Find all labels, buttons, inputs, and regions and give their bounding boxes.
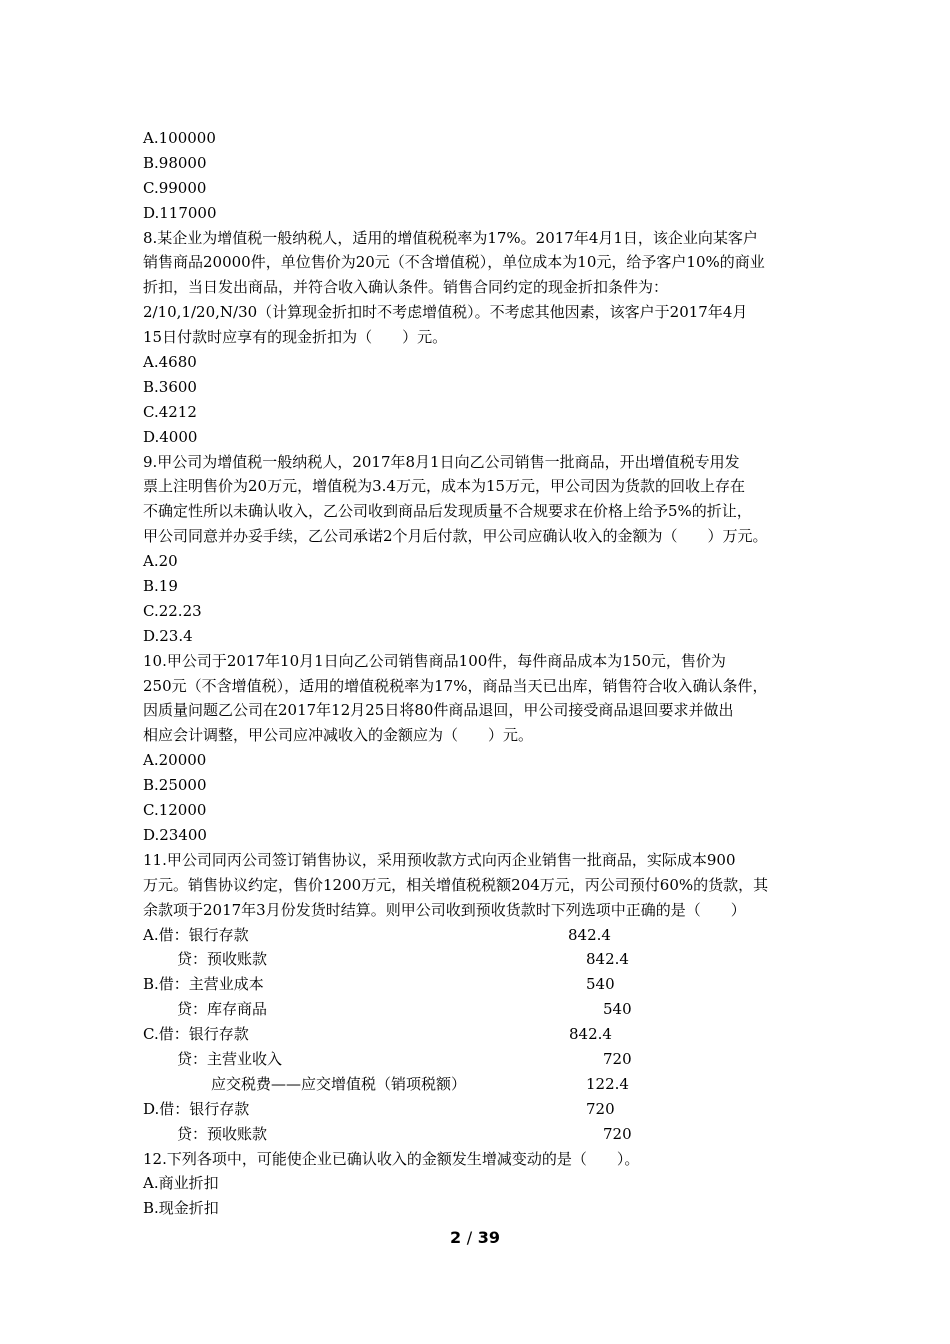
entry-amount: 842.4 xyxy=(586,950,629,969)
entry-account: 贷：库存商品 xyxy=(177,1000,268,1019)
q10-option-d: D.23400 xyxy=(143,825,207,844)
q9-text-line: 不确定性所以未确认收入，乙公司收到商品后发现质量不合规要求在价格上给予5%的折让， xyxy=(143,502,752,521)
page-separator: / xyxy=(466,1228,473,1247)
journal-entry-row xyxy=(143,1047,823,1072)
q9-option-b: B.19 xyxy=(143,577,178,596)
entry-amount: 720 xyxy=(586,1099,615,1118)
q9-text-line: 票上注明售价为20万元，增值税为3.4万元，成本为15万元，甲公司因为货款的回收上存在 xyxy=(143,477,746,496)
entry-account: 贷：主营业收入 xyxy=(177,1049,283,1068)
question-12 xyxy=(143,1147,823,1222)
q7-options xyxy=(143,126,823,226)
q10-option-a: A.20000 xyxy=(143,751,207,770)
q8-text-line: 折扣，当日发出商品，并符合收入确认条件。销售合同约定的现金折扣条件为： xyxy=(143,278,669,297)
total-pages: 39 xyxy=(477,1228,500,1247)
document-page xyxy=(143,126,823,1221)
question-10 xyxy=(143,649,823,848)
entry-account: A.借：银行存款 xyxy=(143,925,249,944)
entry-amount: 720 xyxy=(603,1049,632,1068)
entry-account: 贷：预收账款 xyxy=(177,950,268,969)
q8-text-line: 销售商品20000件，单位售价为20元（不含增值税），单位成本为10元，给予客户10%的商业 xyxy=(143,253,765,272)
journal-entry-row xyxy=(143,1072,823,1097)
entry-account: B.借：主营业成本 xyxy=(143,975,264,994)
q8-option-c: C.4212 xyxy=(143,402,197,421)
entry-account: 应交税费——应交增值税（销项税额） xyxy=(211,1074,467,1093)
page-number-footer xyxy=(0,1228,950,1247)
q7-option-b: B.98000 xyxy=(143,153,207,172)
entry-amount: 842.4 xyxy=(568,925,611,944)
journal-entry-row xyxy=(143,1022,823,1047)
entry-amount: 540 xyxy=(603,1000,632,1019)
q10-text-line: 250元（不含增值税），适用的增值税税率为17%，商品当天已出库，销售符合收入确认条件， xyxy=(143,676,768,695)
journal-entry-row xyxy=(143,997,823,1022)
journal-entry-row xyxy=(143,1122,823,1147)
entry-account: 贷：预收账款 xyxy=(177,1124,268,1143)
journal-entry-row xyxy=(143,1097,823,1122)
question-9 xyxy=(143,450,823,649)
entry-account: C.借：银行存款 xyxy=(143,1025,249,1044)
question-8 xyxy=(143,226,823,450)
q8-text-line: 8.某企业为增值税一般纳税人，适用的增值税税率为17%。2017年4月1日，该企业向某客户 xyxy=(143,228,758,247)
q8-option-b: B.3600 xyxy=(143,377,197,396)
q12-option-a: A.商业折扣 xyxy=(143,1174,219,1193)
q10-option-b: B.25000 xyxy=(143,776,207,795)
q7-option-d: D.117000 xyxy=(143,203,217,222)
q9-text-line: 甲公司同意并办妥手续，乙公司承诺2个月后付款，甲公司应确认收入的金额为（ ）万元。 xyxy=(143,527,768,546)
q8-text-line: 15日付款时应享有的现金折扣为（ ）元。 xyxy=(143,328,448,347)
q8-option-a: A.4680 xyxy=(143,353,197,372)
entry-amount: 122.4 xyxy=(586,1074,629,1093)
entry-amount: 842.4 xyxy=(569,1025,612,1044)
q7-option-a: A.100000 xyxy=(143,129,216,147)
current-page-number: 2 xyxy=(450,1228,462,1247)
q11-text-line: 余款项于2017年3月份发货时结算。则甲公司收到预收货款时下列选项中正确的是（ ） xyxy=(143,900,746,919)
q12-text-line: 12.下列各项中，可能使企业已确认收入的金额发生增减变动的是（ ）。 xyxy=(143,1149,640,1168)
journal-entry-row xyxy=(143,947,823,972)
q9-option-c: C.22.23 xyxy=(143,601,202,620)
q12-option-b: B.现金折扣 xyxy=(143,1199,219,1218)
journal-entry-row xyxy=(143,923,823,948)
q10-option-c: C.12000 xyxy=(143,801,207,820)
journal-entry-row xyxy=(143,972,823,997)
q9-option-d: D.23.4 xyxy=(143,626,193,645)
q11-text-line: 万元。销售协议约定，售价1200万元，相关增值税税额204万元，丙公司预付60%的货款，其 xyxy=(143,875,769,894)
q11-text-line: 11.甲公司同丙公司签订销售协议，采用预收款方式向丙企业销售一批商品，实际成本900 xyxy=(143,850,736,869)
entry-account: D.借：银行存款 xyxy=(143,1099,250,1118)
q8-text-line: 2/10,1/20,N/30（计算现金折扣时不考虑增值税）。不考虑其他因素，该客户于2017年4月 xyxy=(143,303,748,322)
question-11 xyxy=(143,848,823,1147)
q10-text-line: 因质量问题乙公司在2017年12月25日将80件商品退回，甲公司接受商品退回要求并做出 xyxy=(143,701,734,720)
q7-option-c: C.99000 xyxy=(143,178,207,197)
entry-amount: 540 xyxy=(586,975,615,994)
entry-amount: 720 xyxy=(603,1124,632,1143)
q10-text-line: 10.甲公司于2017年10月1日向乙公司销售商品100件，每件商品成本为150元，售价为 xyxy=(143,651,726,670)
q8-option-d: D.4000 xyxy=(143,427,198,446)
q9-text-line: 9.甲公司为增值税一般纳税人，2017年8月1日向乙公司销售一批商品，开出增值税专用发 xyxy=(143,452,740,471)
q9-option-a: A.20 xyxy=(143,552,178,571)
q10-text-line: 相应会计调整，甲公司应冲减收入的金额应为（ ）元。 xyxy=(143,726,534,745)
